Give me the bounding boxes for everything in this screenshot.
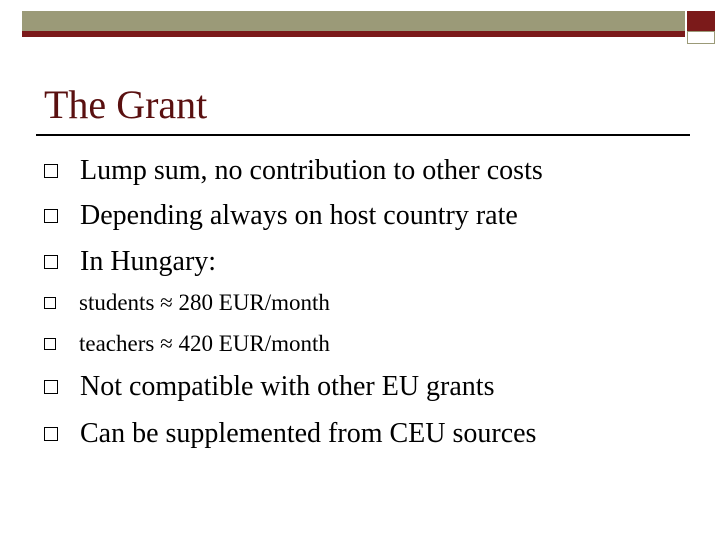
square-bullet-icon <box>44 209 58 223</box>
bullet-item <box>44 155 543 187</box>
bullet-item <box>44 418 536 450</box>
bullet-text: students ≈ 280 EUR/month <box>79 290 330 315</box>
bullet-item <box>44 200 518 232</box>
square-bullet-icon <box>44 164 58 178</box>
bullet-text: In Hungary: <box>80 246 217 277</box>
square-bullet-icon <box>44 380 58 394</box>
sub-bullet-item <box>44 330 330 358</box>
bullet-text: Can be supplemented from CEU sources <box>80 418 537 449</box>
header-decoration-bar <box>22 11 685 37</box>
header-olive-stripe <box>22 11 685 31</box>
square-bullet-icon <box>44 297 56 309</box>
title-underline <box>36 134 690 136</box>
bullet-item <box>44 246 216 278</box>
header-maroon-stripe <box>22 31 685 37</box>
bullet-text: Depending always on host country rate <box>80 200 518 231</box>
bullet-text: teachers ≈ 420 EUR/month <box>79 331 330 356</box>
header-filled-square <box>687 11 715 31</box>
header-outline-square <box>687 31 715 44</box>
slide-title: The Grant <box>44 82 208 127</box>
bullet-text: Not compatible with other EU grants <box>80 371 495 402</box>
square-bullet-icon <box>44 427 58 441</box>
bullet-text: Lump sum, no contribution to other costs <box>80 155 543 186</box>
square-bullet-icon <box>44 255 58 269</box>
bullet-item <box>44 371 494 403</box>
sub-bullet-item <box>44 289 330 317</box>
square-bullet-icon <box>44 338 56 350</box>
